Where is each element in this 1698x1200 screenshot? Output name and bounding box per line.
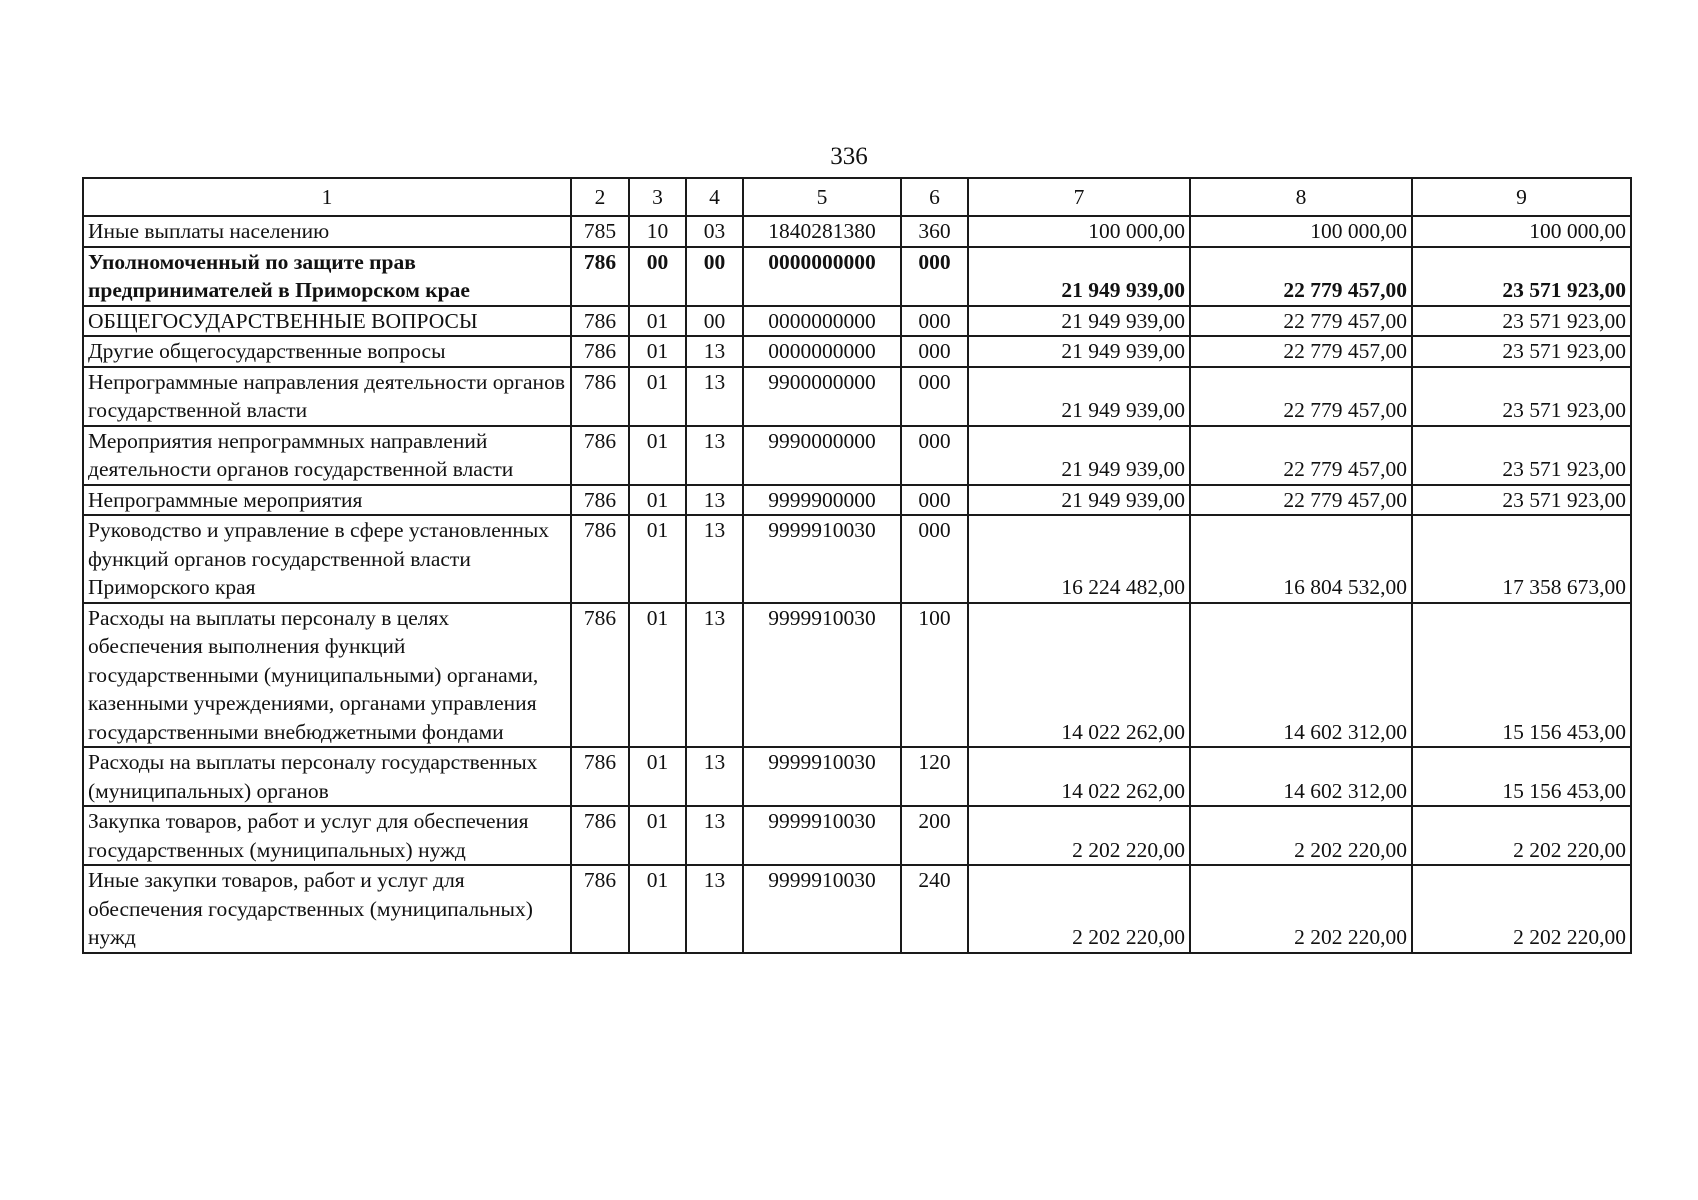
code-cell: 786: [571, 247, 629, 306]
code-cell: 000: [901, 247, 968, 306]
row-name-cell: Руководство и управление в сфере установленных функций органов государственной власти Приморского края: [83, 515, 571, 603]
column-header: 3: [629, 178, 686, 216]
amount-cell: 100 000,00: [1190, 216, 1412, 247]
code-cell: 00: [686, 247, 743, 306]
code-cell: 9999910030: [743, 865, 901, 953]
amount-cell: 2 202 220,00: [1412, 806, 1631, 865]
code-cell: 240: [901, 865, 968, 953]
code-cell: 786: [571, 306, 629, 337]
code-cell: 01: [629, 806, 686, 865]
row-name-cell: Мероприятия непрограммных направлений деятельности органов государственной власти: [83, 426, 571, 485]
amount-cell: 21 949 939,00: [968, 367, 1190, 426]
code-cell: 786: [571, 806, 629, 865]
code-cell: 9900000000: [743, 367, 901, 426]
code-cell: 00: [629, 247, 686, 306]
code-cell: 01: [629, 515, 686, 603]
code-cell: 786: [571, 603, 629, 748]
table-row: [83, 336, 1631, 367]
amount-cell: 21 949 939,00: [968, 336, 1190, 367]
code-cell: 360: [901, 216, 968, 247]
column-header: 5: [743, 178, 901, 216]
code-cell: 13: [686, 426, 743, 485]
row-name-cell: Расходы на выплаты персоналу в целях обеспечения выполнения функций государственными (муниципальными) органами, казенными учреждениями, органами управления государственными внебюджетными фондами: [83, 603, 571, 748]
code-cell: 785: [571, 216, 629, 247]
table-row: [83, 806, 1631, 865]
row-name-cell: Другие общегосударственные вопросы: [83, 336, 571, 367]
code-cell: 01: [629, 485, 686, 516]
code-cell: 786: [571, 336, 629, 367]
amount-cell: 22 779 457,00: [1190, 426, 1412, 485]
code-cell: 13: [686, 367, 743, 426]
table-row: [83, 306, 1631, 337]
table-row: [83, 747, 1631, 806]
amount-cell: 22 779 457,00: [1190, 485, 1412, 516]
row-name-cell: Непрограммные направления деятельности органов государственной власти: [83, 367, 571, 426]
code-cell: 9999910030: [743, 747, 901, 806]
code-cell: 200: [901, 806, 968, 865]
code-cell: 100: [901, 603, 968, 748]
code-cell: 01: [629, 306, 686, 337]
code-cell: 0000000000: [743, 306, 901, 337]
code-cell: 9999910030: [743, 603, 901, 748]
amount-cell: 100 000,00: [968, 216, 1190, 247]
row-name-cell: ОБЩЕГОСУДАРСТВЕННЫЕ ВОПРОСЫ: [83, 306, 571, 337]
code-cell: 9990000000: [743, 426, 901, 485]
code-cell: 13: [686, 515, 743, 603]
table-body: [83, 216, 1631, 953]
code-cell: 01: [629, 865, 686, 953]
amount-cell: 22 779 457,00: [1190, 306, 1412, 337]
amount-cell: 21 949 939,00: [968, 306, 1190, 337]
column-number-header-row: [83, 178, 1631, 216]
amount-cell: 14 022 262,00: [968, 603, 1190, 748]
table-row: [83, 367, 1631, 426]
code-cell: 01: [629, 426, 686, 485]
code-cell: 786: [571, 485, 629, 516]
code-cell: 13: [686, 806, 743, 865]
amount-cell: 15 156 453,00: [1412, 747, 1631, 806]
code-cell: 000: [901, 336, 968, 367]
amount-cell: 100 000,00: [1412, 216, 1631, 247]
code-cell: 000: [901, 485, 968, 516]
amount-cell: 21 949 939,00: [968, 485, 1190, 516]
amount-cell: 2 202 220,00: [1190, 865, 1412, 953]
amount-cell: 14 602 312,00: [1190, 603, 1412, 748]
amount-cell: 2 202 220,00: [1190, 806, 1412, 865]
row-name-cell: Непрограммные мероприятия: [83, 485, 571, 516]
amount-cell: 23 571 923,00: [1412, 367, 1631, 426]
code-cell: 13: [686, 747, 743, 806]
row-name-cell: Уполномоченный по защите прав предпринимателей в Приморском крае: [83, 247, 571, 306]
column-header: 7: [968, 178, 1190, 216]
table-row: [83, 603, 1631, 748]
code-cell: 9999910030: [743, 806, 901, 865]
code-cell: 786: [571, 515, 629, 603]
code-cell: 0000000000: [743, 336, 901, 367]
code-cell: 1840281380: [743, 216, 901, 247]
code-cell: 000: [901, 515, 968, 603]
column-header: 4: [686, 178, 743, 216]
row-name-cell: Иные закупки товаров, работ и услуг для обеспечения государственных (муниципальных) нужд: [83, 865, 571, 953]
amount-cell: 14 022 262,00: [968, 747, 1190, 806]
code-cell: 786: [571, 865, 629, 953]
amount-cell: 14 602 312,00: [1190, 747, 1412, 806]
code-cell: 13: [686, 485, 743, 516]
code-cell: 000: [901, 367, 968, 426]
table-row: [83, 485, 1631, 516]
code-cell: 01: [629, 336, 686, 367]
code-cell: 03: [686, 216, 743, 247]
column-header: 1: [83, 178, 571, 216]
table-row: [83, 865, 1631, 953]
amount-cell: 2 202 220,00: [1412, 865, 1631, 953]
row-name-cell: Иные выплаты населению: [83, 216, 571, 247]
budget-table: [82, 177, 1632, 954]
row-name-cell: Закупка товаров, работ и услуг для обеспечения государственных (муниципальных) нужд: [83, 806, 571, 865]
page-number: 336: [830, 143, 868, 170]
amount-cell: 22 779 457,00: [1190, 367, 1412, 426]
amount-cell: 22 779 457,00: [1190, 336, 1412, 367]
amount-cell: 21 949 939,00: [968, 247, 1190, 306]
amount-cell: 23 571 923,00: [1412, 426, 1631, 485]
amount-cell: 2 202 220,00: [968, 806, 1190, 865]
code-cell: 13: [686, 865, 743, 953]
table-row: [83, 247, 1631, 306]
code-cell: 10: [629, 216, 686, 247]
code-cell: 13: [686, 603, 743, 748]
code-cell: 786: [571, 367, 629, 426]
code-cell: 000: [901, 306, 968, 337]
code-cell: 786: [571, 426, 629, 485]
amount-cell: 23 571 923,00: [1412, 336, 1631, 367]
amount-cell: 17 358 673,00: [1412, 515, 1631, 603]
code-cell: 01: [629, 603, 686, 748]
column-header: 2: [571, 178, 629, 216]
table-row: [83, 515, 1631, 603]
code-cell: 9999900000: [743, 485, 901, 516]
code-cell: 9999910030: [743, 515, 901, 603]
code-cell: 13: [686, 336, 743, 367]
code-cell: 000: [901, 426, 968, 485]
code-cell: 120: [901, 747, 968, 806]
amount-cell: 15 156 453,00: [1412, 603, 1631, 748]
table-row: [83, 216, 1631, 247]
amount-cell: 2 202 220,00: [968, 865, 1190, 953]
column-header: 9: [1412, 178, 1631, 216]
code-cell: 00: [686, 306, 743, 337]
row-name-cell: Расходы на выплаты персоналу государственных (муниципальных) органов: [83, 747, 571, 806]
column-header: 6: [901, 178, 968, 216]
amount-cell: 23 571 923,00: [1412, 306, 1631, 337]
amount-cell: 16 804 532,00: [1190, 515, 1412, 603]
table-row: [83, 426, 1631, 485]
amount-cell: 21 949 939,00: [968, 426, 1190, 485]
column-header: 8: [1190, 178, 1412, 216]
code-cell: 01: [629, 367, 686, 426]
code-cell: 01: [629, 747, 686, 806]
amount-cell: 23 571 923,00: [1412, 247, 1631, 306]
amount-cell: 23 571 923,00: [1412, 485, 1631, 516]
code-cell: 0000000000: [743, 247, 901, 306]
code-cell: 786: [571, 747, 629, 806]
amount-cell: 22 779 457,00: [1190, 247, 1412, 306]
amount-cell: 16 224 482,00: [968, 515, 1190, 603]
